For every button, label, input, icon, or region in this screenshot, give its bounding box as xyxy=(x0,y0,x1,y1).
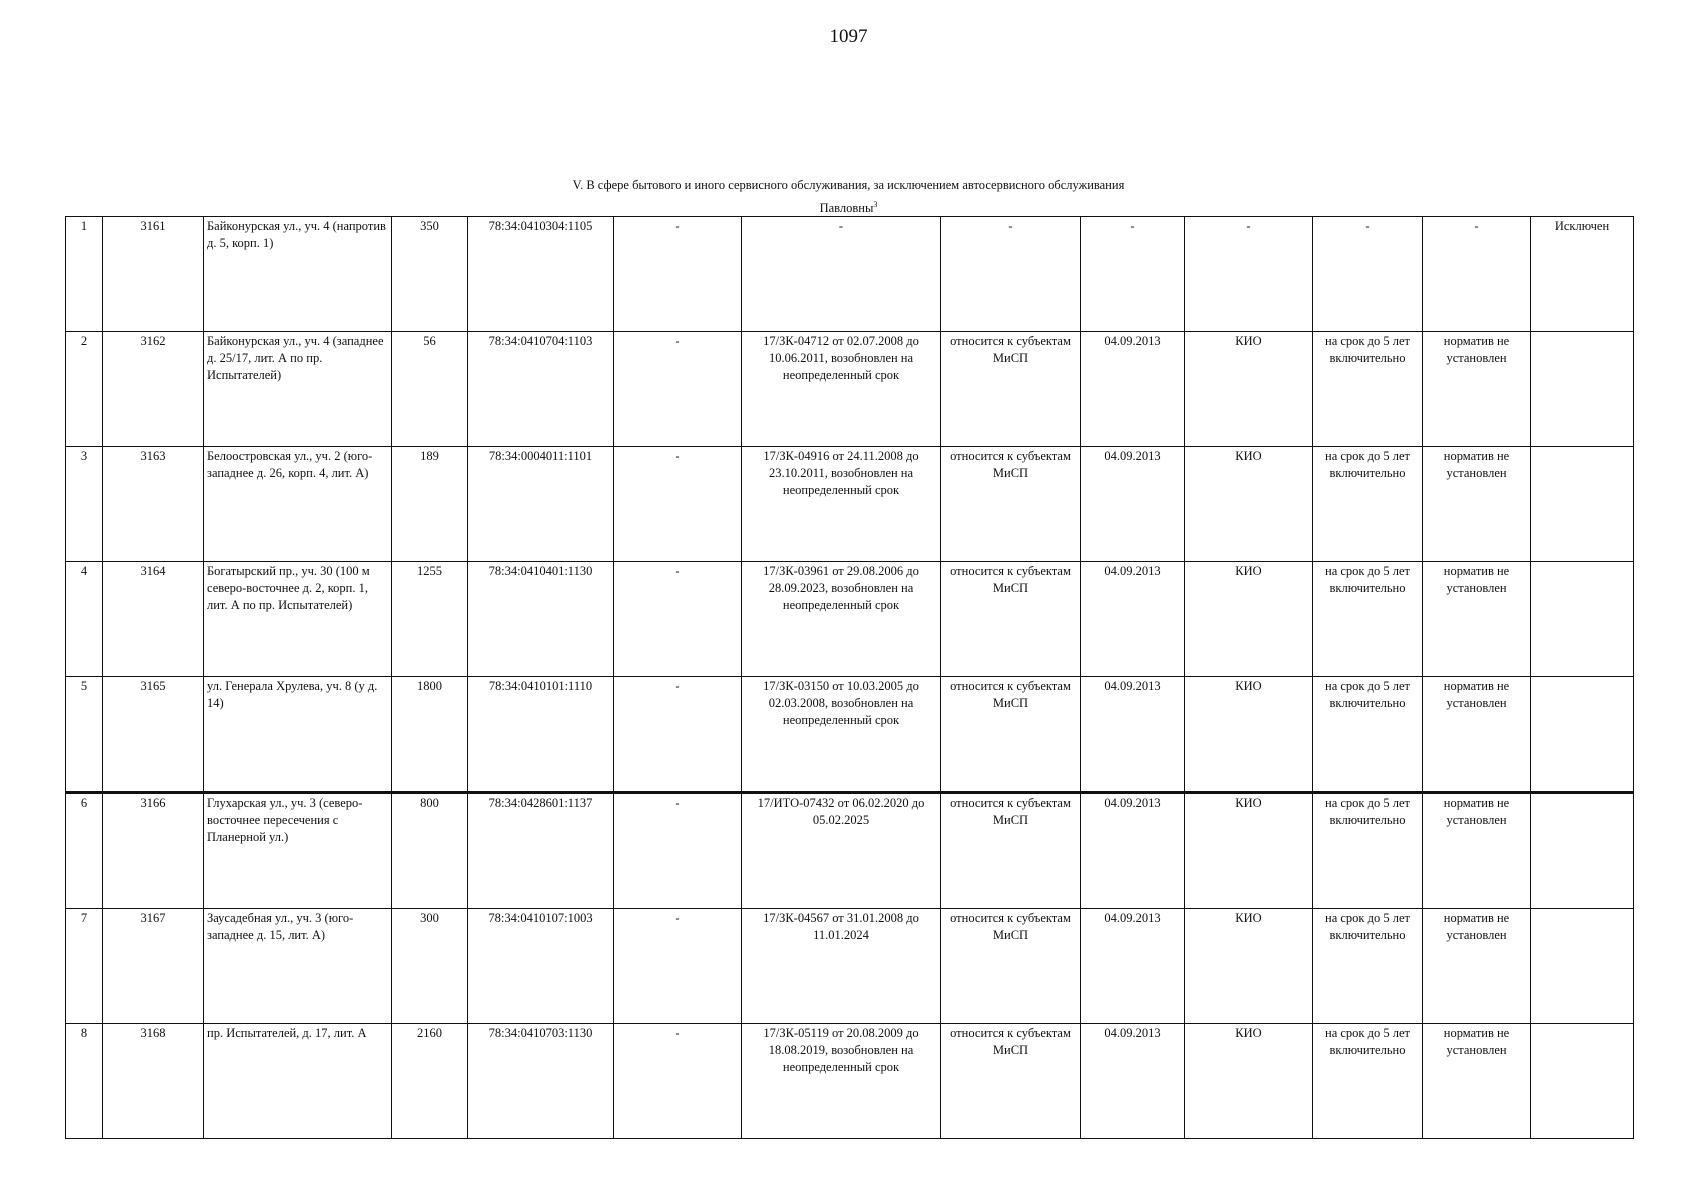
date-cell: 04.09.2013 xyxy=(1081,332,1185,447)
date-cell: 04.09.2013 xyxy=(1081,562,1185,677)
term-cell: на срок до 5 лет включительно xyxy=(1313,447,1423,562)
footnote-marker: 3 xyxy=(873,200,878,209)
object-code: 3161 xyxy=(103,217,204,332)
registry-rows xyxy=(66,217,1634,1139)
norm-cell: норматив не установлен xyxy=(1423,447,1531,562)
row-number: 1 xyxy=(66,217,103,332)
cadastral-number-cell: 78:34:0410703:1130 xyxy=(468,1024,614,1139)
category-cell: относится к субъектам МиСП xyxy=(941,677,1081,793)
address-cell: Глухарская ул., уч. 3 (северо-восточнее пересечения с Планерной ул.) xyxy=(204,793,392,909)
category-cell: относится к субъектам МиСП xyxy=(941,909,1081,1024)
note-cell xyxy=(1531,447,1634,562)
object-code: 3166 xyxy=(103,793,204,909)
row-number: 7 xyxy=(66,909,103,1024)
area-cell: 1800 xyxy=(392,677,468,793)
term-cell: на срок до 5 лет включительно xyxy=(1313,1024,1423,1139)
contract-cell: 17/ИТО-07432 от 06.02.2020 до 05.02.2025 xyxy=(742,793,941,909)
category-cell: - xyxy=(941,217,1081,332)
area-cell: 56 xyxy=(392,332,468,447)
cadastral-number-cell: 78:34:0410401:1130 xyxy=(468,562,614,677)
dash-cell: - xyxy=(614,1024,742,1139)
address-cell: пр. Испытателей, д. 17, лит. А xyxy=(204,1024,392,1139)
address-cell: Байконурская ул., уч. 4 (западнее д. 25/17, лит. А по пр. Испытателей) xyxy=(204,332,392,447)
date-cell: 04.09.2013 xyxy=(1081,1024,1185,1139)
norm-cell: норматив не установлен xyxy=(1423,909,1531,1024)
note-cell xyxy=(1531,332,1634,447)
object-code: 3164 xyxy=(103,562,204,677)
term-cell: на срок до 5 лет включительно xyxy=(1313,677,1423,793)
contract-cell: 17/ЗК-04567 от 31.01.2008 до 11.01.2024 xyxy=(742,909,941,1024)
table-row xyxy=(66,909,1634,1024)
row-number: 6 xyxy=(66,793,103,909)
table-row xyxy=(66,1024,1634,1139)
authority-cell: КИО xyxy=(1185,1024,1313,1139)
contract-cell: - xyxy=(742,217,941,332)
norm-cell: - xyxy=(1423,217,1531,332)
table-row xyxy=(66,677,1634,793)
note-cell xyxy=(1531,1024,1634,1139)
term-cell: на срок до 5 лет включительно xyxy=(1313,909,1423,1024)
address-cell: Байконурская ул., уч. 4 (напротив д. 5, корп. 1) xyxy=(204,217,392,332)
table-row xyxy=(66,793,1634,909)
date-cell: - xyxy=(1081,217,1185,332)
category-cell: относится к субъектам МиСП xyxy=(941,562,1081,677)
table-row xyxy=(66,217,1634,332)
norm-cell: норматив не установлен xyxy=(1423,332,1531,447)
registry-table xyxy=(65,216,1634,1139)
row-number: 5 xyxy=(66,677,103,793)
dash-cell: - xyxy=(614,217,742,332)
cadastral-number-cell: 78:34:0410304:1105 xyxy=(468,217,614,332)
date-cell: 04.09.2013 xyxy=(1081,909,1185,1024)
dash-cell: - xyxy=(614,562,742,677)
authority-cell: КИО xyxy=(1185,447,1313,562)
dash-cell: - xyxy=(614,677,742,793)
row-number: 3 xyxy=(66,447,103,562)
note-cell xyxy=(1531,793,1634,909)
table-row xyxy=(66,562,1634,677)
address-cell: Заусадебная ул., уч. 3 (юго-западнее д. 15, лит. А) xyxy=(204,909,392,1024)
address-cell: Богатырский пр., уч. 30 (100 м северо-восточнее д. 2, корп. 1, лит. А по пр. Испытателей) xyxy=(204,562,392,677)
date-cell: 04.09.2013 xyxy=(1081,447,1185,562)
address-cell: Белоостровская ул., уч. 2 (юго-западнее д. 26, корп. 4, лит. А) xyxy=(204,447,392,562)
note-cell xyxy=(1531,677,1634,793)
area-cell: 189 xyxy=(392,447,468,562)
district-name: Павловны xyxy=(819,201,874,216)
dash-cell: - xyxy=(614,332,742,447)
term-cell: на срок до 5 лет включительно xyxy=(1313,332,1423,447)
note-cell xyxy=(1531,562,1634,677)
authority-cell: - xyxy=(1185,217,1313,332)
authority-cell: КИО xyxy=(1185,677,1313,793)
cadastral-number-cell: 78:34:0410704:1103 xyxy=(468,332,614,447)
section-heading: V. В сфере бытового и иного сервисного обслуживания, за исключением автосервисного обслуживания xyxy=(572,178,1125,192)
norm-cell: норматив не установлен xyxy=(1423,562,1531,677)
section-title xyxy=(0,176,1697,218)
section-district xyxy=(0,195,1697,218)
category-cell: относится к субъектам МиСП xyxy=(941,1024,1081,1139)
cadastral-number-cell: 78:34:0428601:1137 xyxy=(468,793,614,909)
row-number: 2 xyxy=(66,332,103,447)
term-cell: - xyxy=(1313,217,1423,332)
norm-cell: норматив не установлен xyxy=(1423,793,1531,909)
dash-cell: - xyxy=(614,909,742,1024)
contract-cell: 17/ЗК-03150 от 10.03.2005 до 02.03.2008, возобновлен на неопределенный срок xyxy=(742,677,941,793)
row-number: 4 xyxy=(66,562,103,677)
authority-cell: КИО xyxy=(1185,562,1313,677)
category-cell: относится к субъектам МиСП xyxy=(941,447,1081,562)
cadastral-number-cell: 78:34:0410107:1003 xyxy=(468,909,614,1024)
table-row xyxy=(66,447,1634,562)
authority-cell: КИО xyxy=(1185,909,1313,1024)
object-code: 3165 xyxy=(103,677,204,793)
category-cell: относится к субъектам МиСП xyxy=(941,793,1081,909)
area-cell: 300 xyxy=(392,909,468,1024)
date-cell: 04.09.2013 xyxy=(1081,677,1185,793)
page-number: 1097 xyxy=(829,26,868,47)
area-cell: 350 xyxy=(392,217,468,332)
object-code: 3163 xyxy=(103,447,204,562)
norm-cell: норматив не установлен xyxy=(1423,677,1531,793)
dash-cell: - xyxy=(614,793,742,909)
dash-cell: - xyxy=(614,447,742,562)
contract-cell: 17/ЗК-05119 от 20.08.2009 до 18.08.2019, возобновлен на неопределенный срок xyxy=(742,1024,941,1139)
note-cell xyxy=(1531,909,1634,1024)
row-number: 8 xyxy=(66,1024,103,1139)
cadastral-number-cell: 78:34:0410101:1110 xyxy=(468,677,614,793)
contract-cell: 17/ЗК-04712 от 02.07.2008 до 10.06.2011, возобновлен на неопределенный срок xyxy=(742,332,941,447)
contract-cell: 17/ЗК-04916 от 24.11.2008 до 23.10.2011, возобновлен на неопределенный срок xyxy=(742,447,941,562)
category-cell: относится к субъектам МиСП xyxy=(941,332,1081,447)
area-cell: 1255 xyxy=(392,562,468,677)
object-code: 3167 xyxy=(103,909,204,1024)
table-row xyxy=(66,332,1634,447)
area-cell: 800 xyxy=(392,793,468,909)
norm-cell: норматив не установлен xyxy=(1423,1024,1531,1139)
cadastral-number-cell: 78:34:0004011:1101 xyxy=(468,447,614,562)
term-cell: на срок до 5 лет включительно xyxy=(1313,793,1423,909)
date-cell: 04.09.2013 xyxy=(1081,793,1185,909)
authority-cell: КИО xyxy=(1185,793,1313,909)
address-cell: ул. Генерала Хрулева, уч. 8 (у д. 14) xyxy=(204,677,392,793)
area-cell: 2160 xyxy=(392,1024,468,1139)
authority-cell: КИО xyxy=(1185,332,1313,447)
object-code: 3168 xyxy=(103,1024,204,1139)
term-cell: на срок до 5 лет включительно xyxy=(1313,562,1423,677)
note-cell: Исключен xyxy=(1531,217,1634,332)
contract-cell: 17/ЗК-03961 от 29.08.2006 до 28.09.2023, возобновлен на неопределенный срок xyxy=(742,562,941,677)
object-code: 3162 xyxy=(103,332,204,447)
